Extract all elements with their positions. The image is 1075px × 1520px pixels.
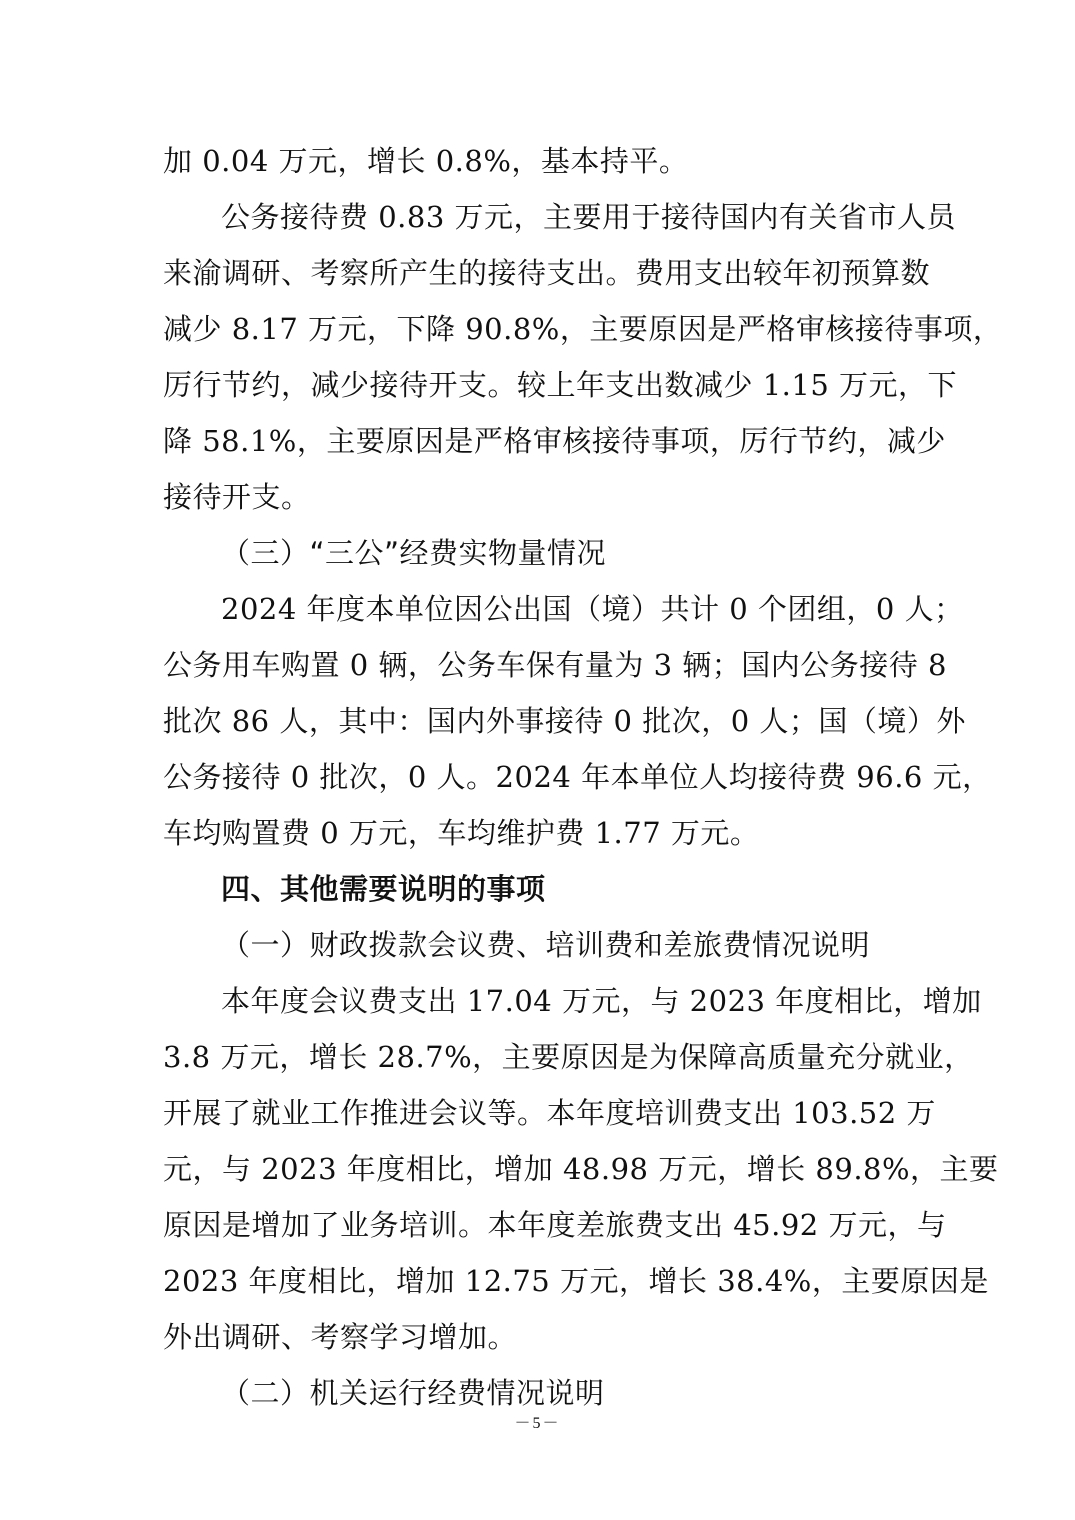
paragraph-line: 2023 年度相比，增加 12.75 万元，增长 38.4%，主要原因是 [163, 1264, 989, 1298]
paragraph-line: 减少 8.17 万元，下降 90.8%，主要原因是严格审核接待事项， [163, 312, 1003, 346]
subsection-heading: （三）“三公”经费实物量情况 [221, 536, 607, 570]
paragraph-line: 外出调研、考察学习增加。 [163, 1320, 518, 1354]
paragraph-line: 来渝调研、考察所产生的接待支出。费用支出较年初预算数 [163, 256, 931, 290]
paragraph-line: 2024 年度本单位因公出国（境）共计 0 个团组，0 人； [221, 592, 964, 626]
paragraph-line: 开展了就业工作推进会议等。本年度培训费支出 103.52 万 [163, 1096, 936, 1130]
paragraph-line: 公务接待费 0.83 万元，主要用于接待国内有关省市人员 [221, 200, 957, 234]
paragraph-line: 公务接待 0 批次，0 人。2024 年本单位人均接待费 96.6 元， [163, 760, 992, 794]
paragraph-line: 本年度会议费支出 17.04 万元，与 2023 年度相比，增加 [221, 984, 982, 1018]
paragraph-line: 元，与 2023 年度相比，增加 48.98 万元，增长 89.8%，主要 [163, 1152, 999, 1186]
page-number: －5－ [514, 1415, 561, 1432]
paragraph-line: 原因是增加了业务培训。本年度差旅费支出 45.92 万元，与 [163, 1208, 947, 1242]
paragraph-line: 加 0.04 万元，增长 0.8%，基本持平。 [163, 144, 689, 178]
paragraph-line: 公务用车购置 0 辆，公务车保有量为 3 辆；国内公务接待 8 [163, 648, 947, 682]
paragraph-line: 车均购置费 0 万元，车均维护费 1.77 万元。 [163, 816, 760, 850]
paragraph-line: 3.8 万元，增长 28.7%，主要原因是为保障高质量充分就业， [163, 1040, 974, 1074]
paragraph-line: 降 58.1%，主要原因是严格审核接待事项，厉行节约，减少 [163, 424, 946, 458]
paragraph-line: 厉行节约，减少接待开支。较上年支出数减少 1.15 万元，下 [163, 368, 958, 402]
section-heading: 四、其他需要说明的事项 [221, 872, 546, 906]
paragraph-line: 批次 86 人，其中：国内外事接待 0 批次，0 人；国（境）外 [163, 704, 966, 738]
paragraph-line: 接待开支。 [163, 480, 311, 514]
subsection-heading: （一）财政拨款会议费、培训费和差旅费情况说明 [221, 928, 871, 962]
subsection-heading: （二）机关运行经费情况说明 [221, 1376, 605, 1410]
